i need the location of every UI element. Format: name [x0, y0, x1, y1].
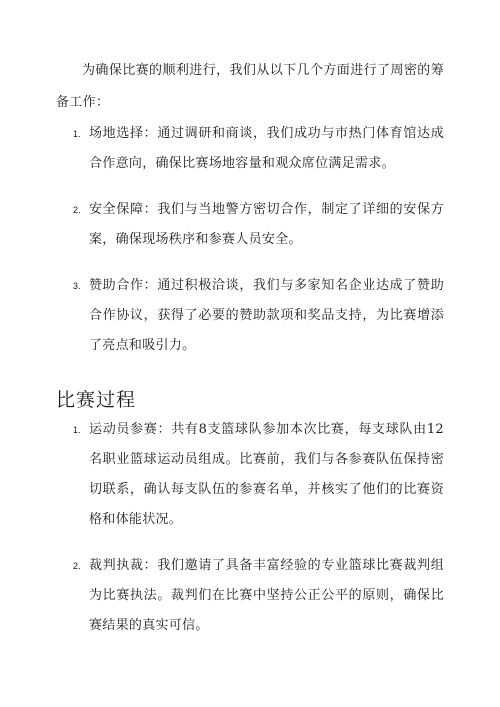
list-item-number: 3.: [73, 281, 82, 291]
list-item-number: 1.: [73, 129, 82, 139]
process-list: [56, 415, 444, 641]
list-item: [56, 551, 444, 641]
list-item: [56, 271, 444, 361]
section-heading: 比赛过程: [56, 389, 137, 411]
list-item: [56, 119, 444, 179]
list-item-text: 裁判执裁：我们邀请了具备丰富经验的专业篮球比赛裁判组为比赛执法。裁判们在比赛中坚持公正公平的原则，确保比赛结果的真实可信。: [89, 558, 444, 633]
intro-paragraph: 为确保比赛的顺利进行，我们从以下几个方面进行了周密的筹备工作：: [56, 63, 444, 110]
list-item-text: 赞助合作：通过积极洽谈，我们与多家知名企业达成了赞助合作协议，获得了必要的赞助款项和奖品支持，为比赛增添了亮点和吸引力。: [89, 278, 444, 353]
list-item-number: 2.: [73, 561, 82, 571]
list-item-text: 场地选择：通过调研和商谈，我们成功与市热门体育馆达成合作意向，确保比赛场地容量和观众席位满足需求。: [89, 126, 444, 171]
list-item: [56, 415, 444, 535]
preparation-list: [56, 119, 444, 361]
list-item-number: 2.: [73, 205, 82, 215]
list-item: [56, 195, 444, 255]
list-item-number: 1.: [73, 425, 82, 435]
list-item-text: 安全保障：我们与当地警方密切合作，制定了详细的安保方案，确保现场秩序和参赛人员安全。: [89, 202, 444, 247]
list-item-text: 运动员参赛：共有8支篮球队参加本次比赛，每支球队由12名职业篮球运动员组成。比赛前，我们与各参赛队伍保持密切联系，确认每支队伍的参赛名单，并核实了他们的比赛资格和体能状况。: [89, 422, 444, 527]
